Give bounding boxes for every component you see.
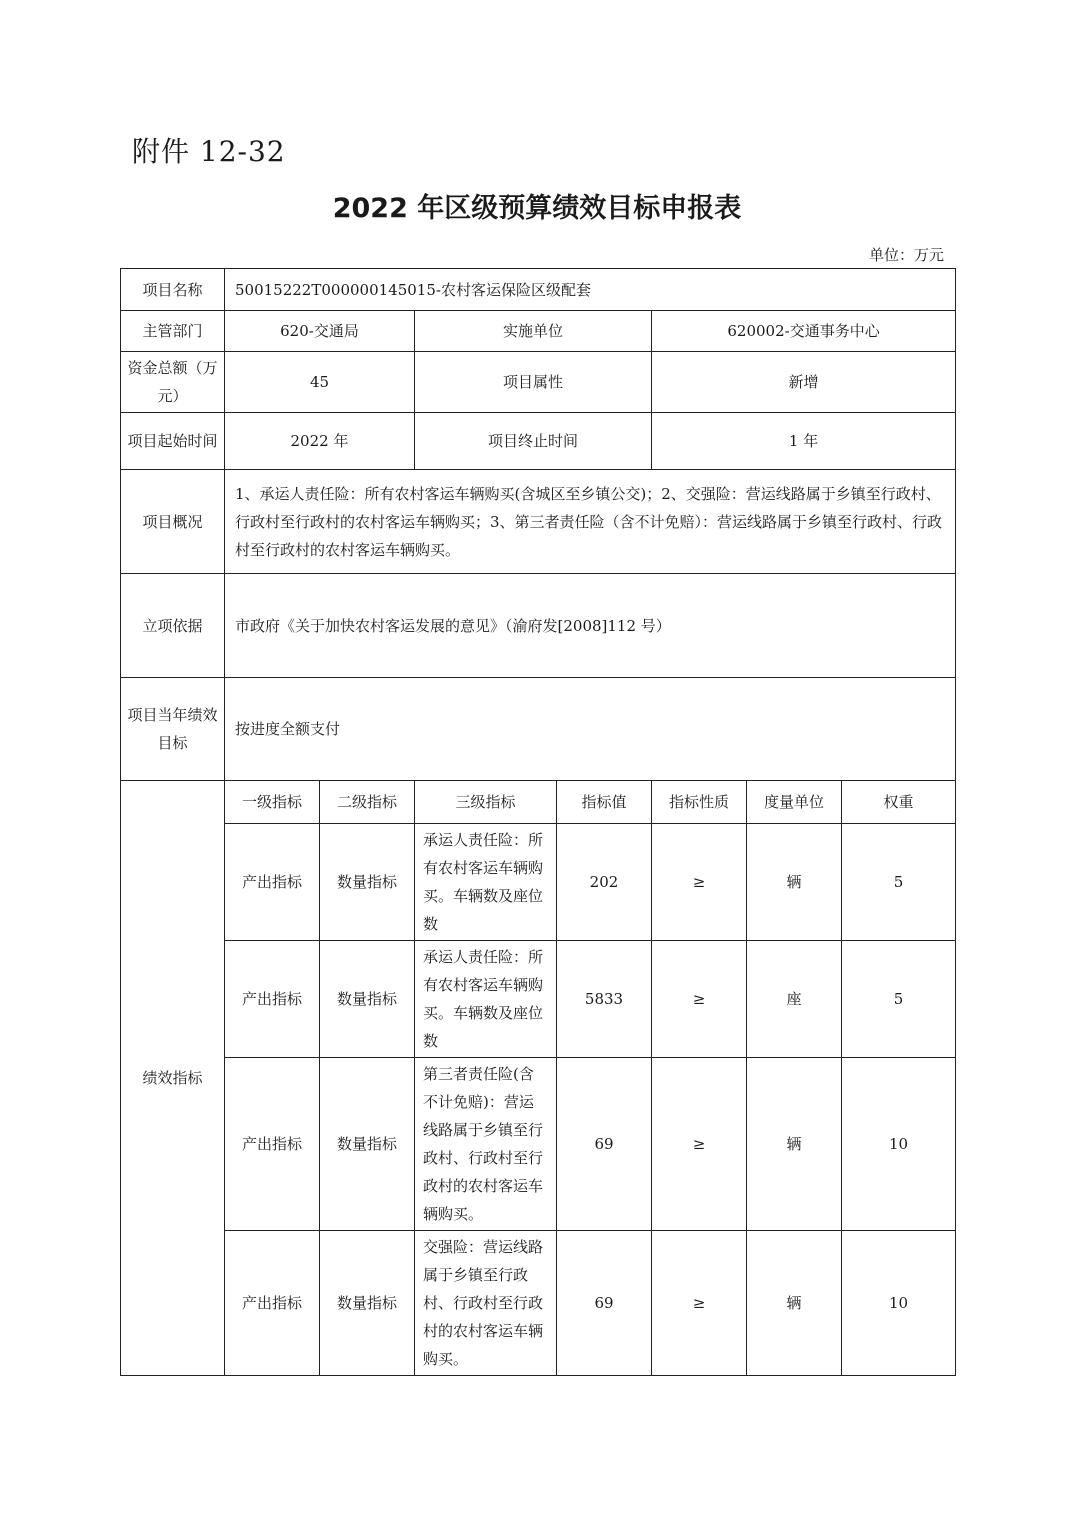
header-unit: 度量单位 — [747, 781, 842, 824]
attachment-number: 附件 12-32 — [132, 135, 286, 168]
dept-value: 620-交通局 — [225, 311, 415, 352]
row-level1: 产出指标 — [225, 941, 320, 1058]
row-level3: 承运人责任险：所有农村客运车辆购买。车辆数及座位数 — [415, 941, 557, 1058]
table-row — [121, 824, 956, 941]
row-level3: 承运人责任险：所有农村客运车辆购买。车辆数及座位数 — [415, 824, 557, 941]
goal-label: 项目当年绩效目标 — [121, 678, 225, 781]
overview-value: 1、承运人责任险：所有农村客运车辆购买(含城区至乡镇公交)；2、交强险：营运线路属于乡镇至行政村、行政村至行政村的农村客运车辆购买；3、第三者责任险（含不计免赔）：营运线路属于乡镇至行政村、行政村至行政村的农村客运车辆购买。 — [225, 470, 956, 574]
goal-value: 按进度全额支付 — [225, 678, 956, 781]
header-level2: 二级指标 — [320, 781, 415, 824]
row-unit: 辆 — [747, 824, 842, 941]
attr-label: 项目属性 — [415, 352, 652, 413]
row-unit: 辆 — [747, 1058, 842, 1231]
row-level2: 数量指标 — [320, 1058, 415, 1231]
row-weight: 10 — [842, 1058, 956, 1231]
row-level1: 产出指标 — [225, 824, 320, 941]
row-level3: 第三者责任险(含不计免赔)：营运线路属于乡镇至行政村、行政村至行政村的农村客运车辆购买。 — [415, 1058, 557, 1231]
row-nature: ≥ — [652, 1058, 747, 1231]
row-nature: ≥ — [652, 1231, 747, 1376]
header-value: 指标值 — [557, 781, 652, 824]
end-label: 项目终止时间 — [415, 413, 652, 470]
header-nature: 指标性质 — [652, 781, 747, 824]
budget-performance-table — [120, 268, 956, 1376]
row-value: 5833 — [557, 941, 652, 1058]
table-row — [121, 1058, 956, 1231]
row-nature: ≥ — [652, 941, 747, 1058]
table-row — [121, 941, 956, 1058]
row-level2: 数量指标 — [320, 824, 415, 941]
table-row — [121, 1231, 956, 1376]
row-level1: 产出指标 — [225, 1231, 320, 1376]
row-unit: 座 — [747, 941, 842, 1058]
impl-value: 620002-交通事务中心 — [652, 311, 956, 352]
row-weight: 5 — [842, 941, 956, 1058]
fund-label: 资金总额（万元） — [121, 352, 225, 413]
overview-label: 项目概况 — [121, 470, 225, 574]
impl-label: 实施单位 — [415, 311, 652, 352]
basis-label: 立项依据 — [121, 574, 225, 678]
project-name-value: 50015222T000000145015-农村客运保险区级配套 — [225, 269, 956, 311]
perf-label: 绩效指标 — [121, 781, 225, 1376]
row-nature: ≥ — [652, 824, 747, 941]
row-level2: 数量指标 — [320, 941, 415, 1058]
header-level3: 三级指标 — [415, 781, 557, 824]
fund-value: 45 — [225, 352, 415, 413]
row-value: 202 — [557, 824, 652, 941]
row-weight: 5 — [842, 824, 956, 941]
header-weight: 权重 — [842, 781, 956, 824]
unit-label: 单位：万元 — [868, 246, 944, 264]
project-name-label: 项目名称 — [121, 269, 225, 311]
row-level1: 产出指标 — [225, 1058, 320, 1231]
start-label: 项目起始时间 — [121, 413, 225, 470]
row-weight: 10 — [842, 1231, 956, 1376]
page-title: 2022 年区级预算绩效目标申报表 — [332, 193, 742, 224]
row-unit: 辆 — [747, 1231, 842, 1376]
attr-value: 新增 — [652, 352, 956, 413]
row-level3: 交强险：营运线路属于乡镇至行政村、行政村至行政村的农村客运车辆购买。 — [415, 1231, 557, 1376]
start-value: 2022 年 — [225, 413, 415, 470]
row-value: 69 — [557, 1231, 652, 1376]
basis-value: 市政府《关于加快农村客运发展的意见》（渝府发[2008]112 号） — [225, 574, 956, 678]
row-value: 69 — [557, 1058, 652, 1231]
dept-label: 主管部门 — [121, 311, 225, 352]
row-level2: 数量指标 — [320, 1231, 415, 1376]
end-value: 1 年 — [652, 413, 956, 470]
header-level1: 一级指标 — [225, 781, 320, 824]
